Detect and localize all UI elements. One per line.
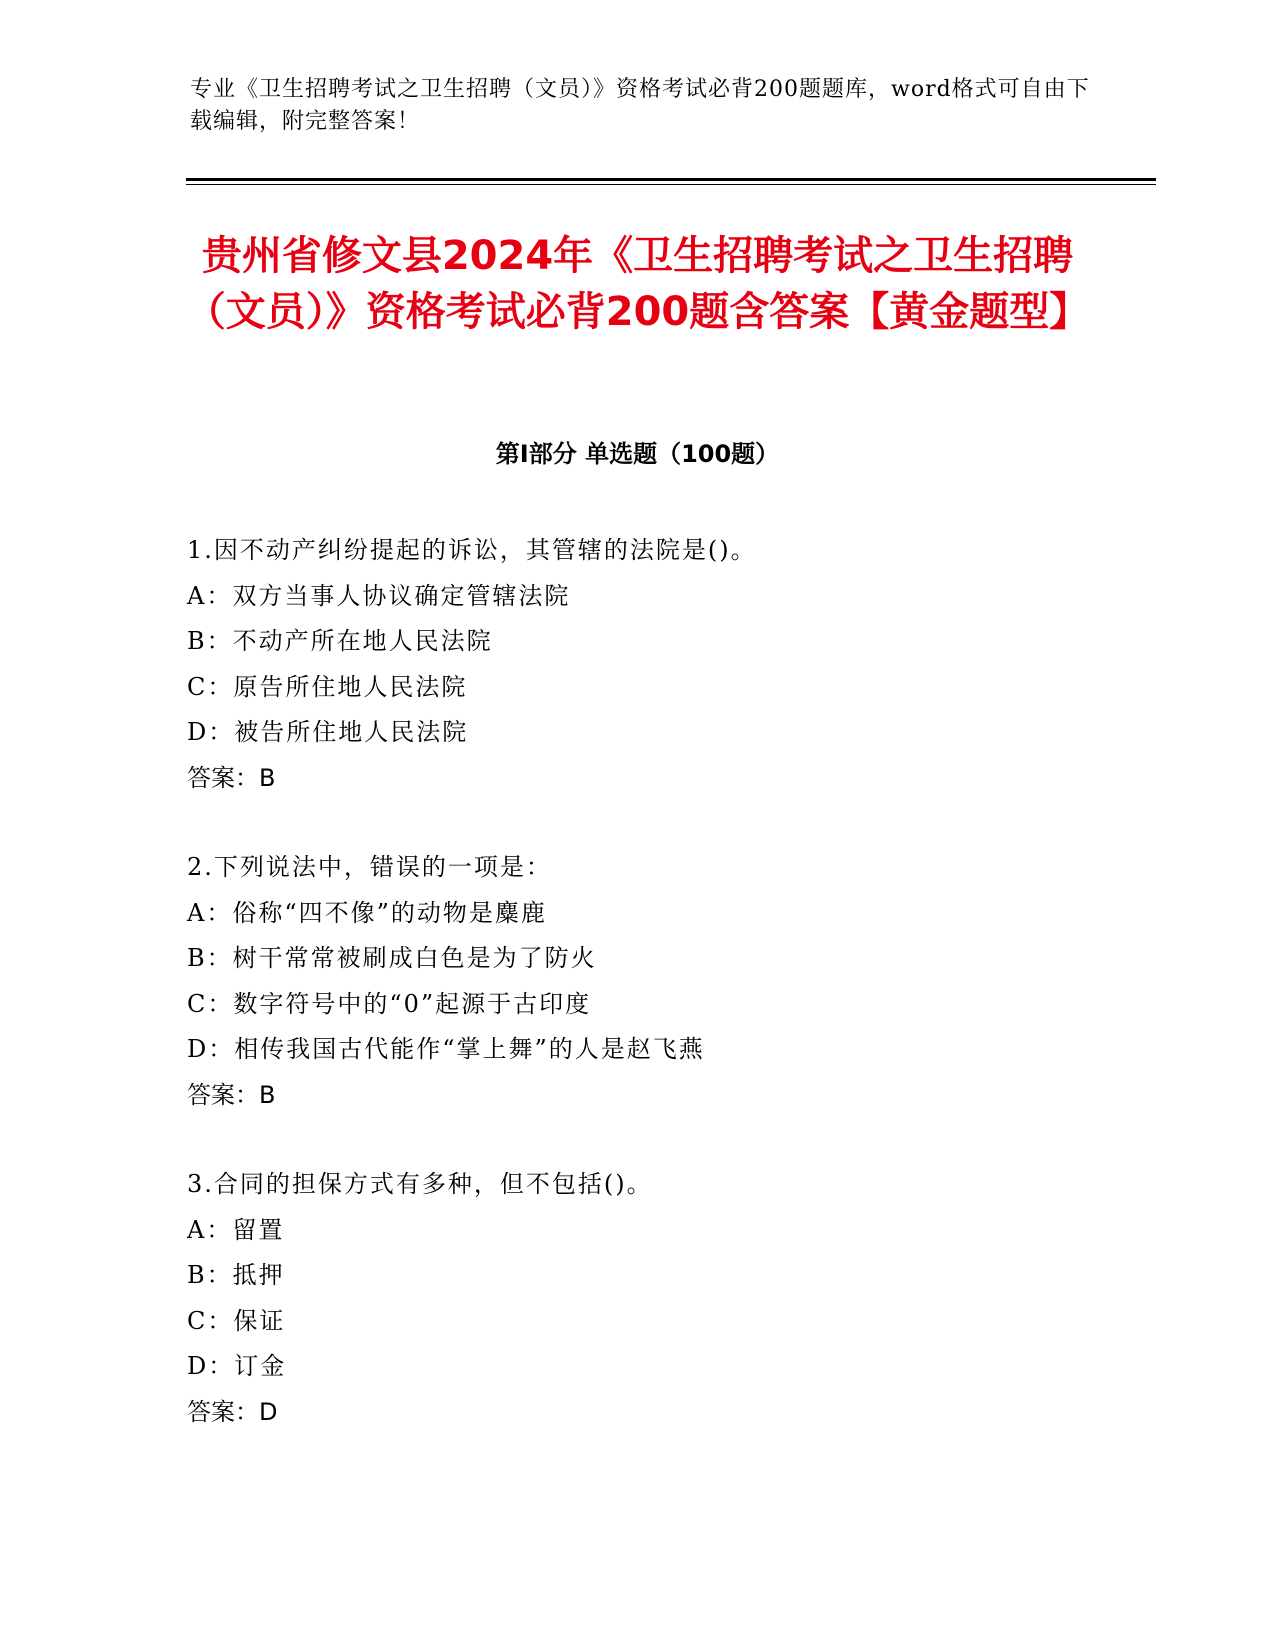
option-d: D：相传我国古代能作“掌上舞”的人是赵飞燕 (187, 1035, 705, 1063)
header-note: 专业《卫生招聘考试之卫生招聘（文员）》资格考试必背200题题库，word格式可自由下载编辑，附完整答案！ (190, 77, 1090, 134)
option-b: B：树干常常被刷成白色是为了防火 (187, 944, 597, 972)
option-d: D：被告所住地人民法院 (187, 718, 469, 746)
option-c: C：数字符号中的“0”起源于古印度 (187, 989, 592, 1018)
document-title: 贵州省修文县2024年《卫生招聘考试之卫生招聘（文员）》资格考试必背200题含答案【黄金题型】 (185, 233, 1090, 335)
question-list (187, 528, 1147, 1479)
option-c: C：原告所住地人民法院 (187, 672, 468, 701)
question-3 (187, 1162, 1147, 1435)
question-stem: 1.因不动产纠纷提起的诉讼，其管辖的法院是()。 (187, 536, 757, 564)
question-stem: 3.合同的担保方式有多种，但不包括()。 (187, 1170, 653, 1198)
answer: 答案：B (187, 1080, 276, 1109)
option-d: D：订金 (187, 1352, 287, 1380)
option-c: C：保证 (187, 1306, 286, 1335)
question-2 (187, 845, 1147, 1118)
section-title: 第Ⅰ部分 单选题（100题） (495, 440, 780, 468)
option-a: A：留置 (187, 1215, 285, 1244)
option-b: B：不动产所在地人民法院 (187, 627, 493, 655)
option-b: B：抵押 (187, 1261, 285, 1289)
question-1 (187, 528, 1147, 801)
answer: 答案：B (187, 763, 276, 792)
header-rule-thin (186, 184, 1156, 185)
option-a: A：双方当事人协议确定管辖法院 (187, 581, 571, 610)
question-stem: 2.下列说法中，错误的一项是： (187, 853, 552, 881)
option-a: A：俗称“四不像”的动物是麋鹿 (187, 898, 547, 927)
answer: 答案：D (187, 1397, 278, 1426)
header-rule-thick (186, 178, 1156, 181)
